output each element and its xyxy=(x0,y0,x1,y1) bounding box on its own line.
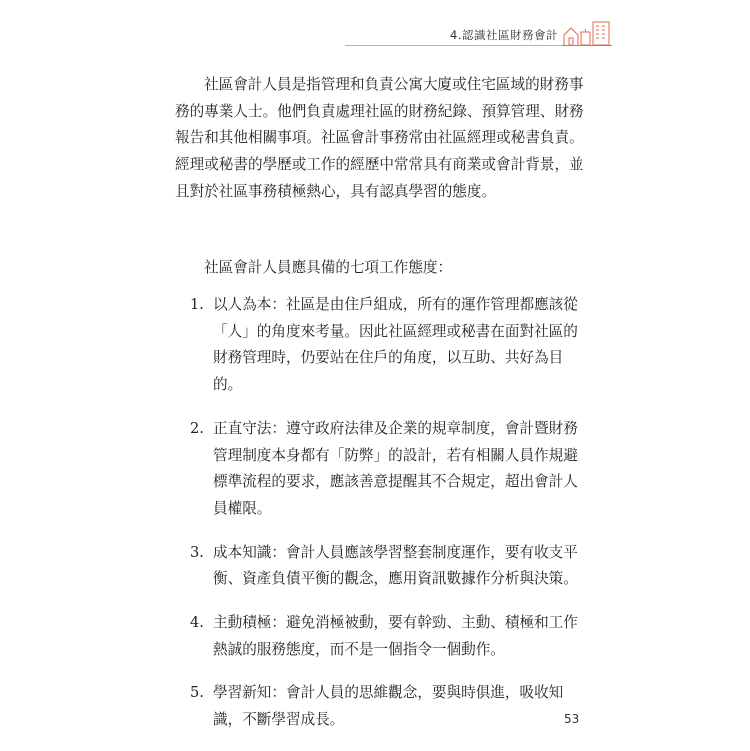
list-item-text: 以人為本：社區是由住戶組成，所有的運作管理都應該從「人」的角度來考量。因此社區經理或秘書在面對社區的財務管理時，仍要站在住戶的角度，以互助、共好為目的。 xyxy=(213,296,578,394)
list-item-text: 正直守法：遵守政府法律及企業的規章制度，會計暨財務管理制度本身都有「防弊」的設計，若有相關人員作規避標準流程的要求，應該善意提醒其不合規定，超出會計人員權限。 xyxy=(213,419,578,517)
section-subheading: 社區會計人員應具備的七項工作態度： xyxy=(204,259,453,276)
page-number: 53 xyxy=(564,712,580,726)
list-item xyxy=(175,610,587,663)
list-item xyxy=(175,540,587,593)
chapter-header xyxy=(0,20,750,48)
list-item-number: 5. xyxy=(190,684,204,702)
list-item-text: 成本知識：會計人員應該學習整套制度運作，要有收支平衡、資產負債平衡的觀念，應用資訊數據作分析與決策。 xyxy=(213,543,578,588)
list-item xyxy=(175,680,587,733)
list-item-number: 3. xyxy=(190,543,204,561)
list-item xyxy=(175,292,587,399)
intro-paragraph: 社區會計人員是指管理和負責公寓大廈或住宅區域的財務事務的專業人士。他們負責處理社區的財務紀錄、預算管理、財務報告和其他相關事項。社區會計事務常由社區經理或秘書負責。經理或秘書的學歷或工作的經歷中常常具有商業或會計背景，並且對於社區事務積極熱心，具有認真學習的態度。 xyxy=(175,76,584,200)
attitude-list xyxy=(175,292,587,751)
list-item-text: 學習新知：會計人員的思維觀念，要與時俱進，吸收知識，不斷學習成長。 xyxy=(213,684,564,729)
list-item-text: 主動積極：避免消極被動，要有幹勁、主動、積極和工作熱誠的服務態度，而不是一個指令一個動作。 xyxy=(213,614,578,658)
chapter-title: 4.認識社區財務會計 xyxy=(450,28,558,42)
list-item xyxy=(175,416,587,523)
house-building-icon xyxy=(562,20,612,47)
list-item-number: 1. xyxy=(190,296,204,313)
list-item-number: 4. xyxy=(190,614,204,632)
list-item-number: 2. xyxy=(190,419,204,437)
